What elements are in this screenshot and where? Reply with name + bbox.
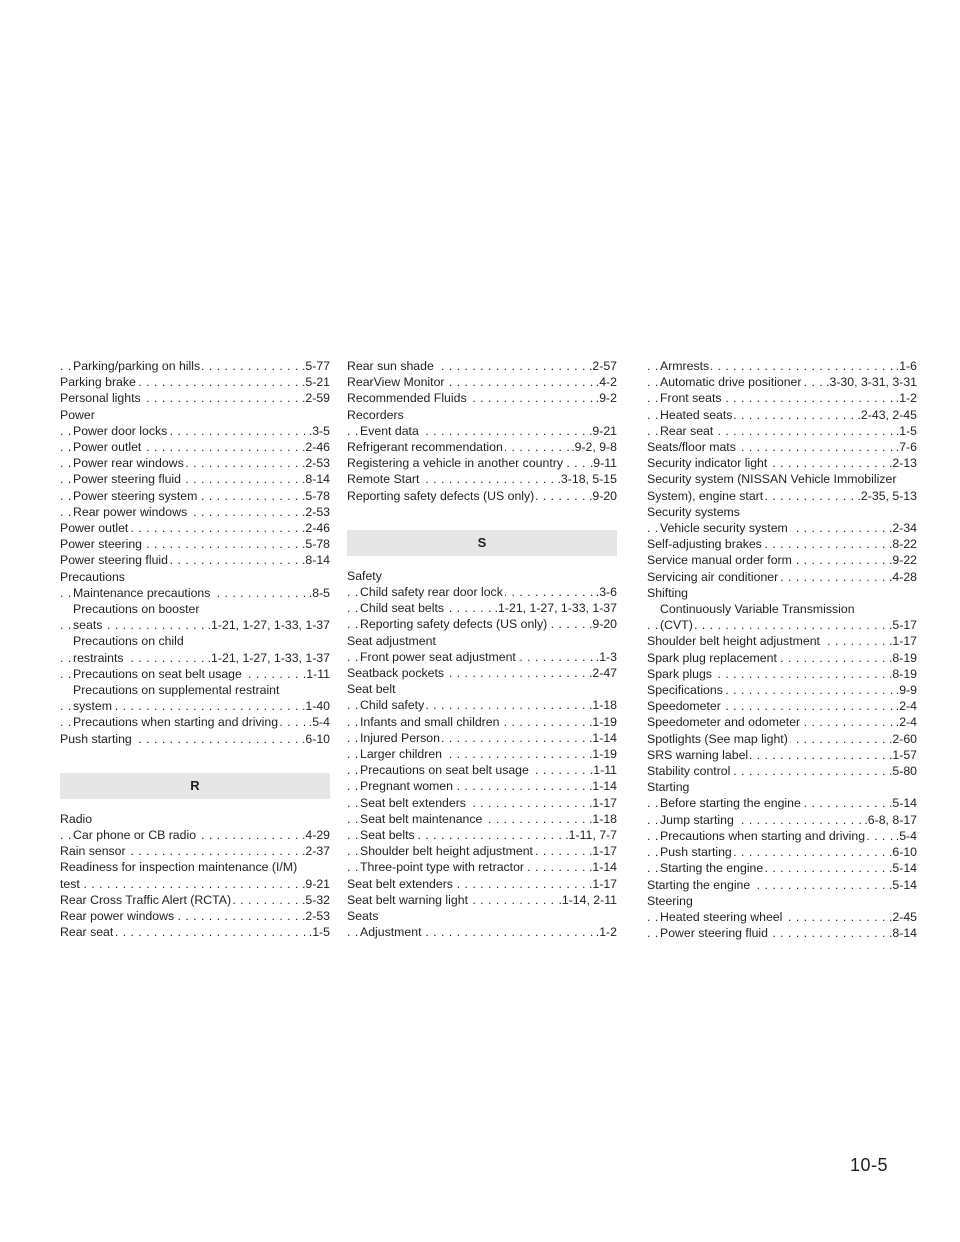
entry-text: Starting the engine [647, 877, 751, 892]
page-reference: .2-57 [588, 359, 617, 373]
entry-text: Servicing air conditioner [647, 569, 779, 584]
index-entry [347, 390, 617, 406]
index-entry [60, 536, 330, 552]
index-subentry [347, 730, 617, 746]
index-entry [647, 731, 917, 747]
index-entry [647, 504, 917, 520]
entry-text: Front power seat adjustment [360, 649, 516, 664]
page-reference: .1-2 [595, 925, 617, 940]
entry-text: SRS warning label [647, 747, 749, 762]
index-entry [347, 488, 617, 504]
entry-text: Precautions on child [73, 634, 184, 649]
entry-text: Injured Person [360, 730, 440, 745]
section-header: S [347, 530, 617, 556]
page-reference: .9-21 [588, 423, 617, 438]
index-subentry [647, 844, 917, 860]
index-column-1 [60, 358, 330, 941]
index-subentry [647, 925, 917, 941]
index-entry [347, 633, 617, 649]
index-entry [647, 488, 917, 504]
index-subentry [60, 455, 330, 471]
page-reference: .1-21, 1-27, 1-33, 1-37 [207, 618, 330, 633]
index-subentry [60, 698, 330, 714]
entry-text: Seat adjustment [347, 633, 436, 648]
index-entry [347, 876, 617, 892]
index-entry [647, 633, 917, 649]
page-reference: .3-5 [308, 423, 330, 438]
entry-text: Seats [347, 909, 379, 924]
page-reference: .1-40 [301, 699, 330, 714]
page-reference: .6-10 [888, 845, 917, 860]
index-subentry [647, 374, 917, 390]
index-entry [60, 843, 330, 859]
page-reference: .1-18 [588, 811, 617, 826]
index-subentry [60, 682, 330, 698]
index-subentry [347, 795, 617, 811]
index-subentry [60, 423, 330, 439]
entry-text: RearView Monitor [347, 375, 445, 390]
index-subentry [647, 795, 917, 811]
entry-text: seats [73, 618, 103, 633]
entry-text: Stability control [647, 764, 731, 779]
page-reference: .2-53 [301, 909, 330, 924]
page-reference: .2-34 [888, 521, 917, 536]
index-entry [647, 585, 917, 601]
entry-text: Reporting safety defects (US only) [360, 617, 548, 632]
page-reference: .8-14 [888, 926, 917, 941]
entry-text: Rear sun shade [347, 359, 434, 373]
entry-text: Shoulder belt height adjustment [647, 634, 820, 649]
index-entry [647, 439, 917, 455]
index-subentry [60, 358, 330, 374]
page-reference: .5-14 [888, 796, 917, 811]
page-reference: .1-3 [595, 649, 617, 664]
entry-text: test [60, 876, 80, 891]
index-subentry [647, 358, 917, 374]
entry-text: System), engine start [647, 488, 764, 503]
entry-text: Automatic drive positioner [660, 375, 802, 390]
entry-text: Reporting safety defects (US only) [347, 488, 535, 503]
entry-text: Service manual order form [647, 553, 792, 568]
index-subentry [347, 859, 617, 875]
entry-text: Child safety [360, 698, 425, 713]
page-reference: .2-13 [888, 456, 917, 471]
entry-text: Seat belt warning light [347, 892, 468, 907]
index-entry [647, 536, 917, 552]
page-reference: .2-53 [301, 504, 330, 519]
index-entry [347, 665, 617, 681]
index-subentry [347, 616, 617, 632]
entry-text: Power steering [60, 537, 143, 552]
entry-text: Radio [60, 811, 93, 826]
entry-text: restraints [73, 650, 124, 665]
page-reference: .5-32 [301, 892, 330, 907]
index-subentry [60, 827, 330, 843]
entry-text: Precautions [60, 569, 125, 584]
entry-text: Power steering fluid [60, 553, 168, 568]
entry-text: Adjustment [360, 925, 422, 940]
entry-text: Spark plug replacement [647, 650, 777, 665]
page-reference: .9-2 [595, 391, 617, 406]
entry-text: Power outlet [73, 440, 142, 455]
entry-text: Heated steering wheel [660, 909, 783, 924]
section-header: R [60, 773, 330, 799]
entry-text: Push starting [60, 731, 132, 746]
page-reference: .5-14 [888, 877, 917, 892]
entry-text: Power rear windows [73, 456, 184, 471]
entry-text: Rear seat [60, 925, 114, 940]
page-reference: .8-5 [308, 585, 330, 600]
entry-text: Rear power windows [73, 504, 188, 519]
entry-text: Self-adjusting brakes [647, 537, 762, 552]
index-subentry [647, 860, 917, 876]
page-reference: .1-2 [895, 391, 917, 406]
entry-text: Parking brake [60, 375, 136, 390]
page-reference: .5-77 [301, 359, 330, 373]
page-reference: .1-19 [588, 714, 617, 729]
page-reference: .2-47 [588, 666, 617, 681]
page-reference: .1-5 [895, 423, 917, 438]
index-subentry [347, 827, 617, 843]
entry-text: Seat belt extenders [360, 795, 466, 810]
page-reference: .2-53 [301, 456, 330, 471]
index-subentry [60, 439, 330, 455]
page-reference: .1-17 [588, 876, 617, 891]
index-subentry [60, 471, 330, 487]
index-column-3 [647, 358, 917, 941]
index-entry [60, 552, 330, 568]
entry-text: Precautions on seat belt usage [360, 763, 529, 778]
index-entry [60, 407, 330, 423]
page-reference: .9-9 [895, 683, 917, 698]
index-entry [647, 569, 917, 585]
page-reference: .4-2 [595, 375, 617, 390]
page-reference: .3-6 [595, 585, 617, 600]
index-subentry [647, 812, 917, 828]
entry-text: Vehicle security system [660, 521, 788, 536]
page-reference: .5-4 [895, 828, 917, 843]
page-reference: .8-19 [888, 650, 917, 665]
page-reference: .2-4 [895, 715, 917, 730]
index-subentry [347, 600, 617, 616]
entry-text: Seatback pockets [347, 666, 445, 681]
page-reference: .1-11 [302, 666, 330, 681]
entry-text: Steering [647, 893, 693, 908]
page-reference: .9-2, 9-8 [571, 440, 617, 455]
index-entry [647, 893, 917, 909]
index-subentry [647, 909, 917, 925]
entry-text: Power door locks [73, 423, 168, 438]
page-reference: .1-14 [588, 860, 617, 875]
entry-text: Rear Cross Traffic Alert (RCTA) [60, 892, 232, 907]
entry-text: Larger children [360, 747, 443, 762]
entry-text: Precautions on supplemental restraint [73, 683, 280, 698]
page-reference: .2-46 [301, 440, 330, 455]
index-entry [60, 520, 330, 536]
page-reference: .2-35, 5-13 [857, 488, 917, 503]
entry-text: Precautions on seat belt usage [73, 666, 242, 681]
entry-text: Power [60, 407, 95, 422]
index-subentry [60, 617, 330, 633]
page-reference: .2-45 [888, 909, 917, 924]
entry-text: Child seat belts [360, 601, 445, 616]
entry-text: Spark plugs [647, 666, 712, 681]
entry-text: Seat belts [360, 828, 415, 843]
page-reference: .4-29 [301, 828, 330, 843]
page-reference: .2-4 [895, 699, 917, 714]
index-entry [347, 908, 617, 924]
page-reference: .6-8, 8-17 [864, 812, 917, 827]
entry-text: Shifting [647, 585, 689, 600]
entry-text: Safety [347, 568, 382, 583]
entry-text: Rear power windows [60, 909, 175, 924]
index-entry [347, 892, 617, 908]
index-subentry [347, 584, 617, 600]
entry-text: Shoulder belt height adjustment [360, 844, 533, 859]
index-subentry [60, 585, 330, 601]
entry-text: Power outlet [60, 521, 129, 536]
index-subentry [647, 390, 917, 406]
index-entry [647, 877, 917, 893]
page-reference: .1-19 [588, 747, 617, 762]
index-subentry [60, 504, 330, 520]
index-subentry [347, 811, 617, 827]
index-entry [347, 358, 617, 374]
entry-text: Readiness for inspection maintenance (I/M) [60, 860, 298, 875]
index-subentry [647, 828, 917, 844]
index-entry [60, 390, 330, 406]
page-reference: .5-14 [888, 861, 917, 876]
index-subentry [347, 714, 617, 730]
index-subentry [647, 617, 917, 633]
index-entry [60, 811, 330, 827]
entry-text: Heated seats [660, 407, 733, 422]
page-reference: .2-59 [301, 391, 330, 406]
entry-text: (CVT) [660, 618, 693, 633]
index-entry [60, 374, 330, 390]
entry-text: Security systems [647, 504, 740, 519]
index-entry [60, 876, 330, 892]
index-subentry [60, 714, 330, 730]
page-reference: .1-57 [888, 747, 917, 762]
entry-text: Seat belt [347, 682, 396, 697]
index-entry [60, 569, 330, 585]
page-reference: .6-10 [301, 731, 330, 746]
index-entry [647, 714, 917, 730]
entry-text: Push starting [660, 845, 732, 860]
entry-text: Pregnant women [360, 779, 453, 794]
entry-text: Seat belt maintenance [360, 811, 483, 826]
index-subentry [347, 746, 617, 762]
index-subentry [347, 778, 617, 794]
index-entry [647, 698, 917, 714]
index-entry [647, 747, 917, 763]
entry-text: Starting the engine [660, 861, 764, 876]
page-reference: .1-17 [888, 634, 917, 649]
index-subentry [60, 650, 330, 666]
page-reference: .3-18, 5-15 [557, 472, 617, 487]
entry-text: Car phone or CB radio [73, 828, 197, 843]
page-reference: .1-14, 2-11 [558, 892, 617, 907]
page-reference: .8-19 [888, 666, 917, 681]
entry-text: Power steering fluid [660, 926, 768, 941]
page-reference: .1-14 [588, 779, 617, 794]
page-reference: .1-21, 1-27, 1-33, 1-37 [207, 650, 330, 665]
index-entry [647, 552, 917, 568]
entry-text: Power steering fluid [73, 472, 181, 487]
page-reference: .9-22 [888, 553, 917, 568]
entry-text: Jump starting [660, 812, 734, 827]
index-entry [347, 681, 617, 697]
entry-text: Infants and small children [360, 714, 500, 729]
entry-text: Event data [360, 423, 419, 438]
entry-text: Speedometer and odometer [647, 715, 801, 730]
page-reference: .3-30, 3-31, 3-31 [826, 375, 917, 390]
entry-text: Before starting the engine [660, 796, 801, 811]
page-reference: .9-20 [588, 617, 617, 632]
entry-text: Security system (NISSAN Vehicle Immobilizer [647, 472, 897, 487]
index-entry [347, 407, 617, 423]
page-reference: .1-11 [589, 763, 617, 778]
index-entry [60, 892, 330, 908]
page-reference: .8-14 [301, 472, 330, 487]
page-reference: .2-37 [301, 844, 330, 859]
index-entry [60, 908, 330, 924]
page-reference: .8-14 [301, 553, 330, 568]
entry-text: Security indicator light [647, 456, 768, 471]
entry-text: system [73, 699, 112, 714]
index-entry [347, 439, 617, 455]
index-subentry [60, 666, 330, 682]
page-reference: .5-21 [301, 375, 330, 390]
entry-text: Seats/floor mats [647, 440, 736, 455]
page-reference: .1-21, 1-27, 1-33, 1-37 [494, 601, 617, 616]
page-reference: .2-43, 2-45 [857, 407, 917, 422]
entry-text: Personal lights [60, 391, 141, 406]
page-reference: .8-22 [888, 537, 917, 552]
entry-text: Starting [647, 780, 690, 795]
index-subentry [647, 407, 917, 423]
page-reference: .5-78 [301, 537, 330, 552]
index-entry [347, 374, 617, 390]
index-subentry [647, 423, 917, 439]
entry-text: Front seats [660, 391, 722, 406]
index-entry [647, 763, 917, 779]
index-subentry [347, 843, 617, 859]
entry-text: Rear seat [660, 423, 714, 438]
entry-text: Recommended Fluids [347, 391, 467, 406]
entry-text: Seat belt extenders [347, 876, 453, 891]
entry-text: Power steering system [73, 488, 198, 503]
index-subentry [60, 601, 330, 617]
entry-text: Rain sensor [60, 844, 126, 859]
page-reference: .7-6 [895, 440, 917, 455]
entry-text: Remote Start [347, 472, 420, 487]
index-subentry [60, 488, 330, 504]
index-entry [647, 650, 917, 666]
index-subentry [647, 601, 917, 617]
index-column-2 [347, 358, 617, 941]
index-subentry [60, 633, 330, 649]
page-reference: .5-17 [888, 618, 917, 633]
page-reference: .1-17 [588, 844, 617, 859]
page-reference: .4-28 [888, 569, 917, 584]
page-reference: .5-78 [301, 488, 330, 503]
entry-text: Armrests [660, 359, 710, 373]
index-entry [647, 682, 917, 698]
page-reference: .1-6 [895, 359, 917, 373]
entry-text: Specifications [647, 683, 723, 698]
entry-text: Recorders [347, 407, 404, 422]
page-reference: .2-46 [301, 521, 330, 536]
page-reference: .9-11 [589, 456, 617, 471]
page-reference: .9-21 [301, 876, 330, 891]
index-subentry [347, 697, 617, 713]
entry-text: Maintenance precautions [73, 585, 211, 600]
page-reference: .2-60 [888, 731, 917, 746]
page-reference: .5-80 [888, 764, 917, 779]
index-entry [60, 924, 330, 940]
index-entry [347, 455, 617, 471]
entry-text: Registering a vehicle in another country [347, 456, 564, 471]
index-subentry [347, 762, 617, 778]
index-subentry [347, 649, 617, 665]
entry-text: Precautions when starting and driving [73, 715, 279, 730]
entry-text: Parking/parking on hills [73, 359, 201, 373]
entry-text: Speedometer [647, 699, 721, 714]
page-reference: .5-4 [308, 715, 330, 730]
index-entry [347, 568, 617, 584]
index-entry [647, 471, 917, 487]
entry-text: Precautions on booster [73, 602, 200, 617]
page-reference: .9-20 [588, 488, 617, 503]
entry-text: Three-point type with retractor [360, 860, 525, 875]
page-reference: .1-18 [588, 698, 617, 713]
entry-text: Child safety rear door lock [360, 585, 503, 600]
entry-text: Spotlights (See map light) [647, 731, 788, 746]
index-subentry [347, 423, 617, 439]
page-reference: .1-14 [588, 730, 617, 745]
index-entry [60, 731, 330, 747]
page-reference: .1-11, 7-7 [565, 828, 617, 843]
entry-text: Continuously Variable Transmission [660, 602, 855, 617]
index-entry [647, 666, 917, 682]
page-number: 10-5 [850, 1155, 889, 1175]
entry-text: Precautions when starting and driving [660, 828, 866, 843]
page-reference: .1-17 [588, 795, 617, 810]
index-entry [347, 471, 617, 487]
index-subentry [647, 520, 917, 536]
index-entry [60, 859, 330, 875]
index-entry [647, 779, 917, 795]
index-subentry [347, 924, 617, 940]
index-entry [647, 455, 917, 471]
entry-text: Refrigerant recommendation [347, 440, 503, 455]
page-reference: .1-5 [308, 925, 330, 940]
